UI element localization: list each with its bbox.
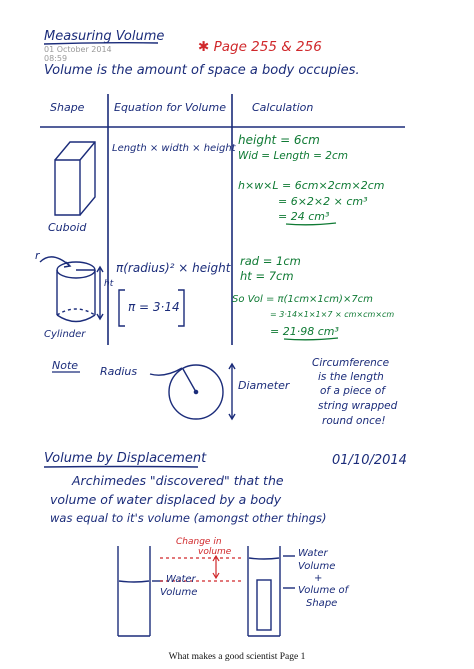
cuboid-calc-result: = 24 cm³ [278,210,330,223]
water-plus-shape-label: Volume of [298,585,349,596]
cuboid-calc-line: h×w×L = 6cm×2cm×2cm [238,179,385,192]
water-plus-shape-label: Water [298,548,328,559]
circumference-line: Circumference [312,357,390,369]
circumference-line: is the length [318,371,384,383]
circumference-line: string wrapped [318,400,398,412]
displacement-text-line: was equal to it's volume (amongst other things) [50,511,327,525]
page-reference: ✱ Page 255 & 256 [198,39,322,55]
header-calculation: Calculation [252,101,314,114]
cuboid-equation: Length × width × height [112,143,236,154]
water-plus-shape-label: + [314,573,323,584]
displacement-title: Volume by Displacement [44,451,207,466]
header-shape: Shape [50,101,85,114]
displacement-date: 01/10/2014 [332,453,407,468]
pi-value: π = 3·14 [128,300,180,314]
volume-definition: Volume is the amount of space a body occupies. [44,63,360,78]
change-in-volume-label: Change in [176,537,222,547]
diameter-label: Diameter [238,379,290,392]
cuboid-drawing [55,142,95,215]
beakers-diagram [118,546,295,636]
cylinder-radius-label: r [35,249,40,262]
displacement-text-line: Archimedes "discovered" that the [72,473,284,488]
water-volume-label: Water [166,574,196,585]
cuboid-calc-line: Wid = Length = 2cm [238,150,348,162]
change-in-volume-label: volume [198,547,232,557]
cuboid-calc-line: = 6×2×2 × cm³ [278,195,368,208]
circumference-line: round once! [322,415,386,427]
circumference-line: of a piece of [320,385,385,397]
cylinder-calc-line: = 3·14×1×1×7 × cm×cm×cm [270,310,395,319]
timestamp-date: 01 October 2014 [44,45,112,54]
cylinder-label: Cylinder [44,329,86,340]
note-label: Note [52,359,79,372]
water-volume-label: Volume [160,587,198,598]
circle-diagram [150,364,235,419]
cylinder-drawing [40,257,103,322]
page-footer: What makes a good scientist Page 1 [168,652,306,662]
cuboid-label: Cuboid [48,221,87,234]
cylinder-height-label: ht [104,279,114,289]
water-plus-shape-label: Volume [298,561,336,572]
cuboid-calc-line: height = 6cm [238,133,320,147]
header-equation: Equation for Volume [114,101,226,114]
page-title: Measuring Volume [44,29,165,44]
radius-label: Radius [100,365,138,378]
timestamp-time: 08:59 [44,54,68,63]
displacement-text-line: volume of water displaced by a body [50,492,282,507]
cylinder-equation: π(radius)² × height [116,261,231,275]
cylinder-calc-line: rad = 1cm [240,254,301,268]
cylinder-calc-line: ht = 7cm [240,269,294,283]
water-plus-shape-label: Shape [306,598,338,609]
cylinder-calc-line: So Vol = π(1cm×1cm)×7cm [232,294,373,305]
cylinder-calc-result: = 21·98 cm³ [270,325,339,338]
